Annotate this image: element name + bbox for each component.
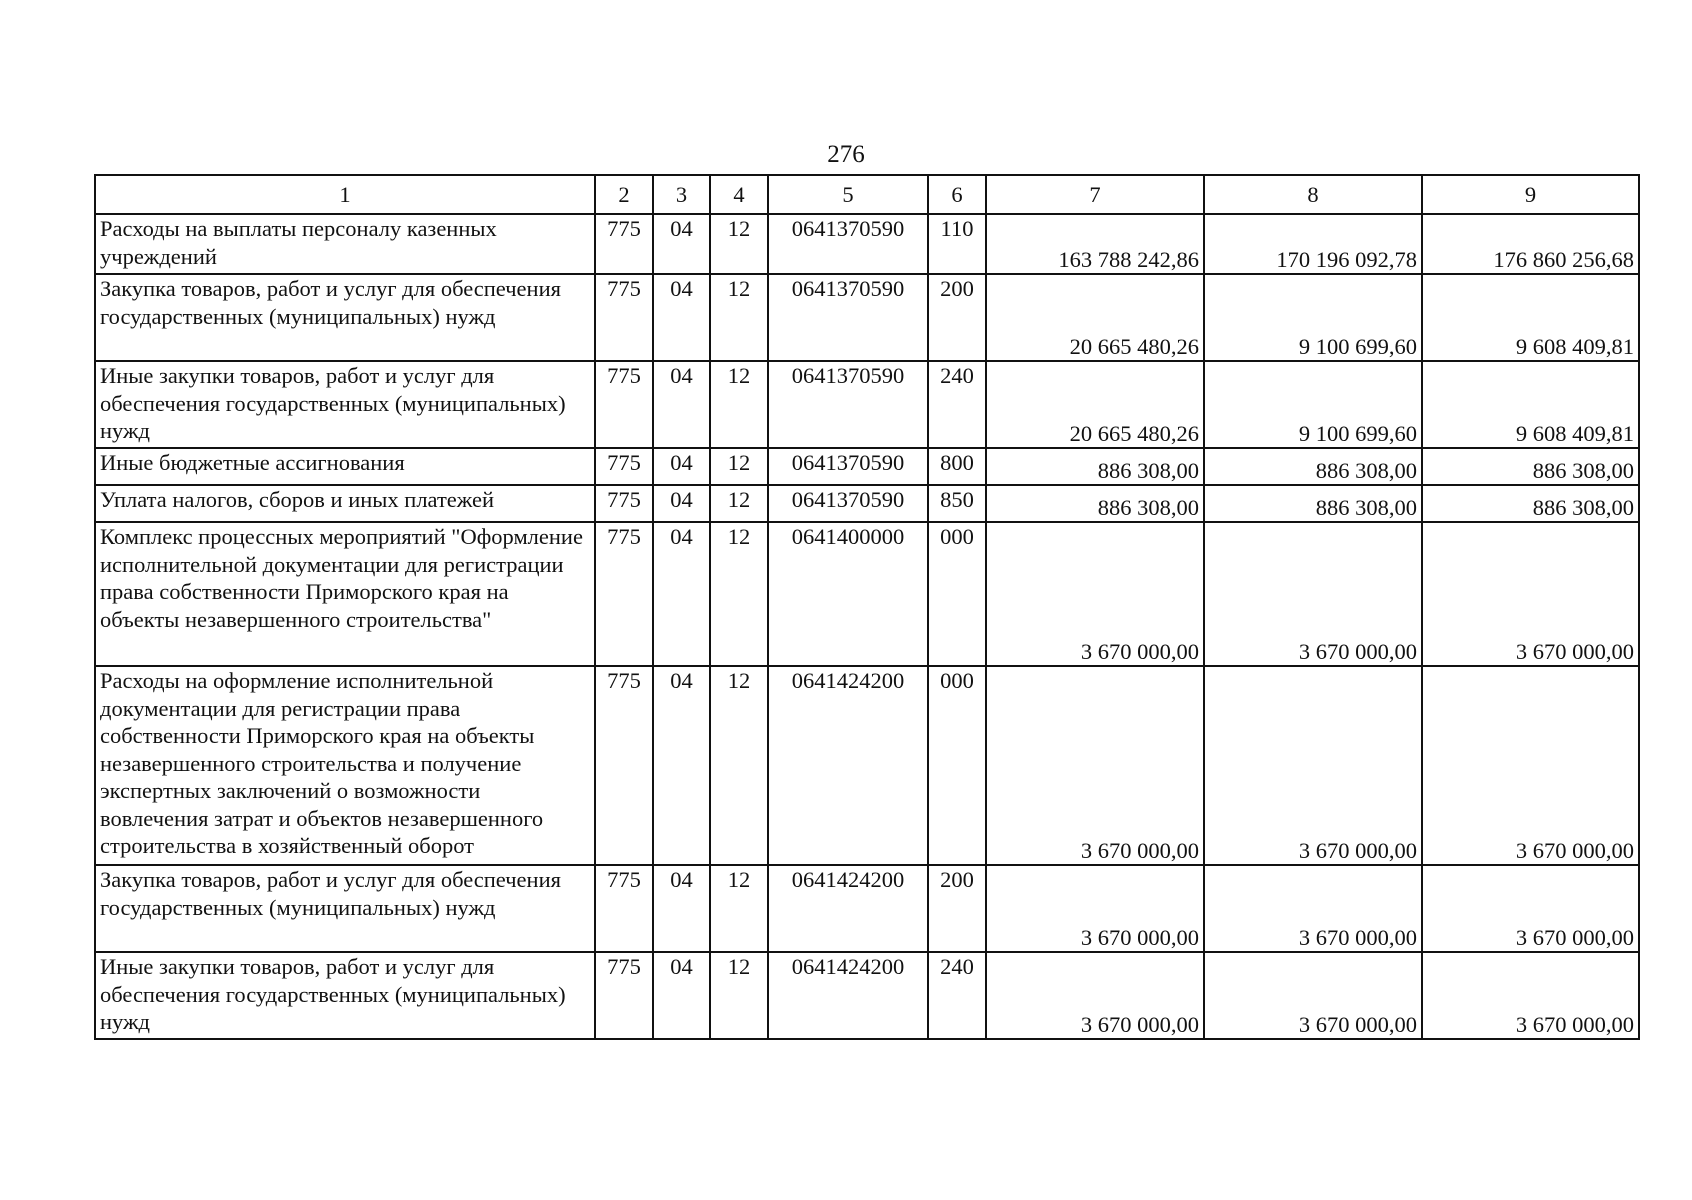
code-cell: 04 <box>653 274 710 361</box>
amount-cell: 886 308,00 <box>1204 485 1422 522</box>
code-cell: 200 <box>928 274 986 361</box>
code-cell: 0641370590 <box>768 274 928 361</box>
amount-cell: 3 670 000,00 <box>986 865 1204 952</box>
code-cell: 04 <box>653 485 710 522</box>
amount-cell: 3 670 000,00 <box>1204 666 1422 865</box>
header-cell: 4 <box>710 175 768 214</box>
amount-cell: 3 670 000,00 <box>1422 522 1639 666</box>
expense-name-cell: Иные бюджетные ассигнования <box>95 448 595 485</box>
expense-name-cell: Иные закупки товаров, работ и услуг для обеспечения государственных (муниципальных) нужд <box>95 361 595 448</box>
code-cell: 0641400000 <box>768 522 928 666</box>
amount-cell: 9 100 699,60 <box>1204 274 1422 361</box>
code-cell: 04 <box>653 361 710 448</box>
header-cell: 8 <box>1204 175 1422 214</box>
amount-cell: 3 670 000,00 <box>1422 666 1639 865</box>
code-cell: 775 <box>595 448 653 485</box>
code-cell: 775 <box>595 485 653 522</box>
code-cell: 240 <box>928 952 986 1039</box>
table-row <box>95 666 1639 865</box>
code-cell: 04 <box>653 865 710 952</box>
code-cell: 12 <box>710 522 768 666</box>
code-cell: 000 <box>928 522 986 666</box>
header-cell: 7 <box>986 175 1204 214</box>
code-cell: 775 <box>595 361 653 448</box>
code-cell: 12 <box>710 274 768 361</box>
code-cell: 0641424200 <box>768 865 928 952</box>
code-cell: 12 <box>710 666 768 865</box>
amount-cell: 176 860 256,68 <box>1422 214 1639 274</box>
code-cell: 0641424200 <box>768 952 928 1039</box>
table-row <box>95 485 1639 522</box>
expense-name-cell: Расходы на выплаты персоналу казенных учреждений <box>95 214 595 274</box>
code-cell: 110 <box>928 214 986 274</box>
table-row <box>95 448 1639 485</box>
code-cell: 04 <box>653 214 710 274</box>
code-cell: 0641370590 <box>768 361 928 448</box>
code-cell: 04 <box>653 448 710 485</box>
amount-cell: 3 670 000,00 <box>986 522 1204 666</box>
amount-cell: 3 670 000,00 <box>1422 865 1639 952</box>
expense-name-cell: Закупка товаров, работ и услуг для обеспечения государственных (муниципальных) нужд <box>95 274 595 361</box>
header-cell: 9 <box>1422 175 1639 214</box>
amount-cell: 886 308,00 <box>1204 448 1422 485</box>
code-cell: 04 <box>653 952 710 1039</box>
amount-cell: 3 670 000,00 <box>986 666 1204 865</box>
table-row <box>95 522 1639 666</box>
code-cell: 800 <box>928 448 986 485</box>
table-row <box>95 274 1639 361</box>
amount-cell: 20 665 480,26 <box>986 361 1204 448</box>
amount-cell: 3 670 000,00 <box>986 952 1204 1039</box>
expense-name-cell: Иные закупки товаров, работ и услуг для обеспечения государственных (муниципальных) нужд <box>95 952 595 1039</box>
code-cell: 04 <box>653 666 710 865</box>
code-cell: 775 <box>595 865 653 952</box>
amount-cell: 9 100 699,60 <box>1204 361 1422 448</box>
amount-cell: 3 670 000,00 <box>1422 952 1639 1039</box>
amount-cell: 170 196 092,78 <box>1204 214 1422 274</box>
code-cell: 0641370590 <box>768 485 928 522</box>
expense-name-cell: Закупка товаров, работ и услуг для обеспечения государственных (муниципальных) нужд <box>95 865 595 952</box>
code-cell: 12 <box>710 361 768 448</box>
header-cell: 2 <box>595 175 653 214</box>
header-cell: 3 <box>653 175 710 214</box>
code-cell: 850 <box>928 485 986 522</box>
code-cell: 000 <box>928 666 986 865</box>
expense-name-cell: Комплекс процессных мероприятий "Оформление исполнительной документации для регистрации права собственности Приморского края на объекты незавершенного строительства" <box>95 522 595 666</box>
amount-cell: 20 665 480,26 <box>986 274 1204 361</box>
code-cell: 775 <box>595 274 653 361</box>
amount-cell: 9 608 409,81 <box>1422 361 1639 448</box>
expense-name-cell: Расходы на оформление исполнительной документации для регистрации права собственности Приморского края на объекты незавершенного строительства и получение экспертных заключений о возможности вовлечения затрат и объектов незавершенного строительства в хозяйственный оборот <box>95 666 595 865</box>
amount-cell: 886 308,00 <box>986 485 1204 522</box>
header-cell: 1 <box>95 175 595 214</box>
code-cell: 12 <box>710 952 768 1039</box>
code-cell: 12 <box>710 214 768 274</box>
code-cell: 0641424200 <box>768 666 928 865</box>
amount-cell: 886 308,00 <box>986 448 1204 485</box>
code-cell: 775 <box>595 952 653 1039</box>
table-row <box>95 214 1639 274</box>
code-cell: 0641370590 <box>768 214 928 274</box>
header-row <box>95 175 1639 214</box>
page-number: 276 <box>827 141 865 168</box>
code-cell: 775 <box>595 666 653 865</box>
code-cell: 12 <box>710 448 768 485</box>
code-cell: 200 <box>928 865 986 952</box>
amount-cell: 9 608 409,81 <box>1422 274 1639 361</box>
table-row <box>95 361 1639 448</box>
budget-table <box>94 174 1640 1040</box>
code-cell: 12 <box>710 485 768 522</box>
amount-cell: 3 670 000,00 <box>1204 865 1422 952</box>
amount-cell: 163 788 242,86 <box>986 214 1204 274</box>
header-cell: 6 <box>928 175 986 214</box>
code-cell: 240 <box>928 361 986 448</box>
code-cell: 12 <box>710 865 768 952</box>
amount-cell: 886 308,00 <box>1422 448 1639 485</box>
amount-cell: 3 670 000,00 <box>1204 522 1422 666</box>
amount-cell: 3 670 000,00 <box>1204 952 1422 1039</box>
table-row <box>95 952 1639 1039</box>
header-cell: 5 <box>768 175 928 214</box>
code-cell: 775 <box>595 214 653 274</box>
code-cell: 0641370590 <box>768 448 928 485</box>
expense-name-cell: Уплата налогов, сборов и иных платежей <box>95 485 595 522</box>
table-row <box>95 865 1639 952</box>
code-cell: 04 <box>653 522 710 666</box>
code-cell: 775 <box>595 522 653 666</box>
amount-cell: 886 308,00 <box>1422 485 1639 522</box>
